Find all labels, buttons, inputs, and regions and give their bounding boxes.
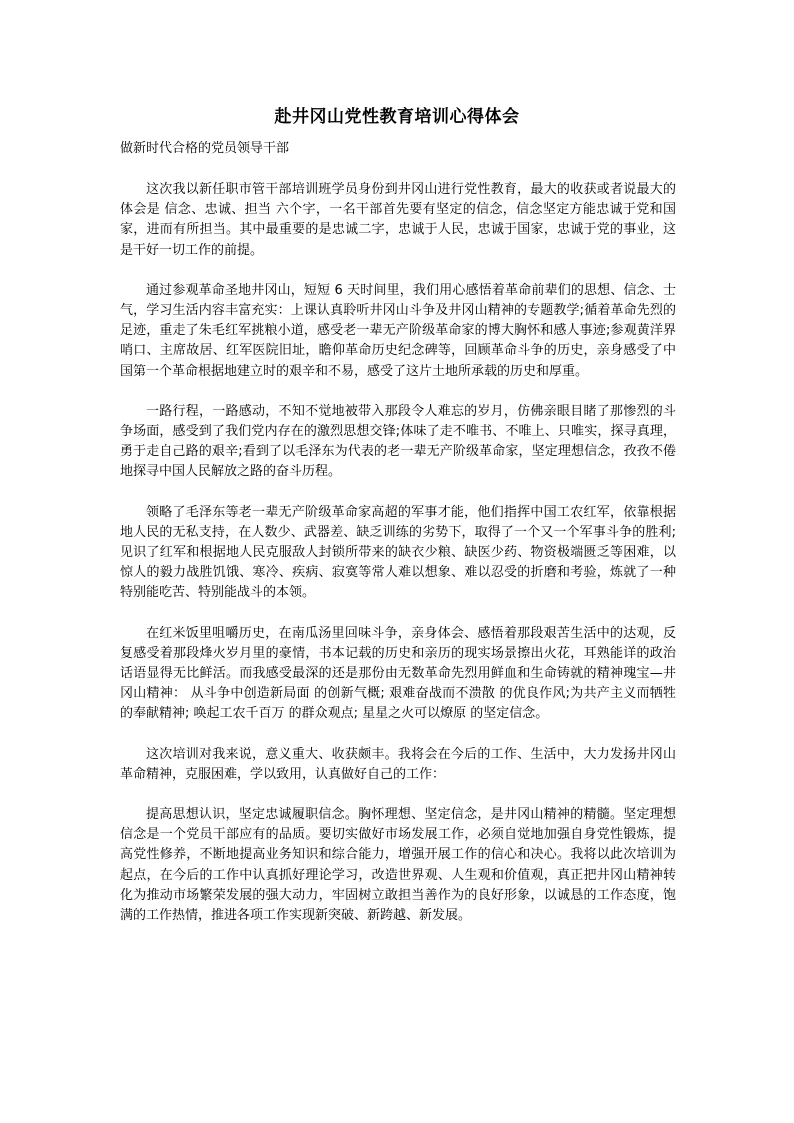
document-subtitle: 做新时代合格的党员领导干部 bbox=[120, 141, 290, 156]
paragraph-7: 提高思想认识，坚定忠诚履职信念。胸怀理想、坚定信念，是井冈山精神的精髓。坚定理想信念是一个党员干部应有的品质。要切实做好市场发展工作，必须自觉地加强自身党性锻炼，提高党性修养，不断地提高业务知识和综合能力，增强开展工作的信心和决心。我将以此次培训为起点，在今后的工作中认真抓好理论学习，改造世界观、人生观和价值观，真正把井冈山精神转化为推动市场繁荣发展的强大动力，牢固树立敢担当善作为的良好形象，以诚恳的工作态度，饱满的工作热情，推进各项工作实现新突破、新跨越、新发展。 bbox=[120, 807, 676, 924]
paragraph-1: 这次我以新任职市管干部培训班学员身份到井冈山进行党性教育，最大的收获或者说最大的体会是 信念、忠诚、担当 六个字，一名干部首先要有坚定的信念，信念坚定方能忠诚于党和国家，进而有所担当。其中最重要的是忠诚二字，忠诚于人民，忠诚于国家，忠诚于党的事业，这是干好一切工作的前提。 bbox=[120, 182, 676, 258]
document-body bbox=[120, 180, 676, 946]
document-title: 赴井冈山党性教育培训心得体会 bbox=[274, 107, 520, 127]
paragraph-4: 领略了毛泽东等老一辈无产阶级革命家高超的军事才能，他们指挥中国工农红军，依靠根据地人民的无私支持，在人数少、武器差、缺乏训练的劣势下，取得了一个又一个军事斗争的胜利;见识了红军和根据地人民克服敌人封锁所带来的缺衣少粮、缺医少药、物资极端匮乏等困难，以惊人的毅力战胜饥饿、寒冷、疾病、寂寞等常人难以想象、难以忍受的折磨和考验，炼就了一种特别能吃苦、特别能战斗的本领。 bbox=[120, 504, 676, 601]
paragraph-5: 在红米饭里咀嚼历史，在南瓜汤里回味斗争，亲身体会、感悟着那段艰苦生活中的达观，反复感受着那段烽火岁月里的豪情，书本记载的历史和亲历的现实场景擦出火花，耳熟能详的政治话语显得无比鲜活。而我感受最深的还是那份由无数革命先烈用鲜血和生命铸就的精神瑰宝—井冈山精神： 从斗争中创造新局面 的创新气概; 艰难奋战而不溃散 的优良作风;为共产主义而牺牲 的奉献精神; 唤起工农千百万 的群众观点; 星星之火可以燎原 的坚定信念。 bbox=[120, 625, 676, 722]
paragraph-6: 这次培训对我来说，意义重大、收获颇丰。我将会在今后的工作、生活中，大力发扬井冈山革命精神，克服困难，学以致用，认真做好自己的工作： bbox=[120, 746, 676, 782]
paragraph-3: 一路行程，一路感动，不知不觉地被带入那段令人难忘的岁月，仿佛亲眼目睹了那惨烈的斗争场面，感受到了我们党内存在的激烈思想交锋;体味了走不唯书、不唯上、只唯实，探寻真理，勇于走自己路的艰辛;看到了以毛泽东为代表的老一辈无产阶级革命家，坚定理想信念，孜孜不倦地探寻中国人民解放之路的奋斗历程。 bbox=[120, 403, 676, 480]
paragraph-2: 通过参观革命圣地井冈山，短短 6 天时间里，我们用心感悟着革命前辈们的思想、信念、士气，学习生活内容丰富充实：上课认真聆听井冈山斗争及井冈山精神的专题教学;循着革命先烈的足迹，重走了朱毛红军挑粮小道，感受老一辈无产阶级革命家的博大胸怀和感人事迹;参观黄洋界哨口、主席故居、红军医院旧址，瞻仰革命历史纪念碑等，回顾革命斗争的历史，亲身感受了中国第一个革命根据地建立时的艰辛和不易，感受了这片土地所承载的历史和厚重。 bbox=[120, 282, 676, 379]
